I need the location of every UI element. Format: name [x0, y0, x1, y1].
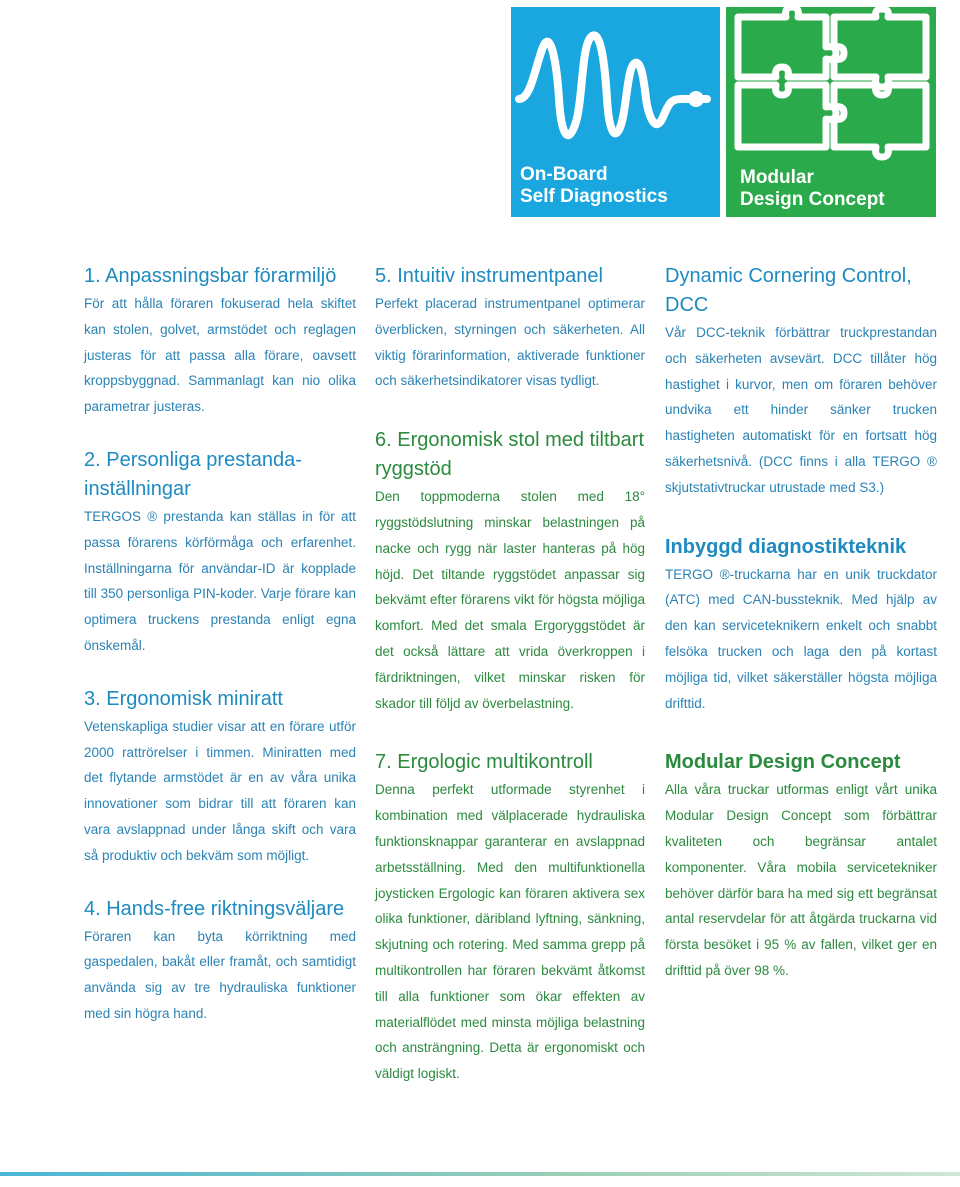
section-2-title: 2. Personliga prestanda-inställningar [84, 448, 302, 500]
column-2 [375, 262, 645, 1087]
column-3 [665, 262, 937, 984]
section-1-body: För att hålla föraren fokuserad hela skiftet kan stolen, golvet, armstödet och reglagen justeras för att passa alla förare, oavsett kroppsbyggnad. Sammanlagt kan nio olika parametrar justeras. [84, 296, 356, 415]
modular-title-line1: Modular [740, 167, 814, 188]
section-4-body: Föraren kan byta körriktning med gaspedalen, bakåt eller framåt, och samtidigt använda sig av tre hydrauliska funktioner med sin högra hand. [84, 928, 356, 1021]
section-7-body: Denna perfekt utformade styrenhet i kombination med välplacerade hydrauliska funktionsknappar garanterar en avslappnad arbetsställning. Med den multifunktionella joysticken Ergologic kan föraren aktivera sex olika funktioner, däribland lyftning, sänkning, skjutning och rotering. Med samma grepp på multikontrollen har föraren bekvämt åtkomst till alla funktioner som ökar effekten av materialflödet med minsta möjliga belastning och ansträngning. Detta är ergonomiskt och väldigt logiskt. [375, 782, 645, 1082]
diagnostics-body: TERGO ®-truckarna har en unik truckdator (ATC) med CAN-bussteknik. Med hjälp av den kan serviceteknikern enkelt och snabbt felsöka trucken och laga den på kortast möjliga tid, vilket säkerställer högsta möjliga drifttid. [665, 566, 937, 711]
section-4-title: 4. Hands-free riktningsväljare [84, 897, 345, 920]
modular-design-title: Modular Design Concept [665, 751, 901, 774]
modular-design-tile [726, 7, 936, 217]
section-5-title: 5. Intuitiv instrumentpanel [375, 265, 603, 287]
section-6-body: Den toppmoderna stolen med 18° ryggstödslutning minskar belastningen på nacke och rygg när laster hanteras på hög höjd. Det tiltande ryggstödet anpassar sig bekvämt efter förarens vikt för högsta möjliga komfort. Med det smala Ergoryggstödet är det också lättare att vrida överkroppen i färdriktningen, vilket minskar risken för skador till följd av överbelastning. [375, 489, 645, 711]
diagnostics-title-line1: On-Board [520, 164, 608, 185]
on-board-diagnostics-tile [511, 7, 720, 217]
column-1 [84, 262, 356, 1027]
bottom-divider [0, 1172, 960, 1176]
section-7-title: 7. Ergologic multikontroll [375, 751, 593, 774]
diagnostics-title: Inbyggd diagnostikteknik [665, 535, 907, 558]
modular-title-line2: Design Concept [740, 189, 885, 210]
dcc-title: Dynamic Cornering Control, DCC [665, 265, 912, 316]
section-3-title: 3. Ergonomisk miniratt [84, 687, 283, 710]
modular-tile-title [740, 167, 885, 211]
section-3-body: Vetenskapliga studier visar att en förare utför 2000 rattrörelser i timmen. Miniratten med det flytande armstödet är en av våra unika innovationer som bidrar till att föraren kan vara avslappnad under långa skift och vara så produktiv och bekväm som möjligt. [84, 718, 356, 863]
section-2-body: TERGOS ® prestanda kan ställas in för att passa förarens körförmåga och erfarenhet. Inställningarna för användar-ID är kopplade till 350 personliga PIN-koder. Varje förare kan optimera truckens prestanda enligt egna önskemål. [84, 508, 356, 653]
section-6-title: 6. Ergonomisk stol med tiltbart ryggstöd [375, 429, 644, 481]
diagnostics-tile-title [520, 164, 668, 208]
dcc-body: Vår DCC-teknik förbättrar truckprestandan och säkerheten avsevärt. DCC tillåter hög hastighet i kurvor, men om föraren behöver undvika ett hinder sänker trucken hastigheten automatiskt för en fortsatt hög säkerhetsnivå. (DCC finns i alla TERGO ® skjutstativtruckar utrustade med S3.) [665, 325, 937, 495]
section-5-body: Perfekt placerad instrumentpanel optimerar överblicken, styrningen och säkerheten. All viktig förarinformation, aktiverade funktioner och säkerhetsindikatorer visas tydligt. [375, 296, 645, 389]
diagnostics-title-line2: Self Diagnostics [520, 186, 668, 207]
section-1-title: 1. Anpassningsbar förarmiljö [84, 265, 337, 287]
modular-design-body: Alla våra truckar utformas enligt vårt unika Modular Design Concept som förbättrar kvaliteten och begränsar antalet komponenter. Våra mobila servicetekniker behöver därför bara ha med sig ett begränsat antal reservdelar för att åtgärda truckarna vid första besöket i 95 % av fallen, vilket ger en drifttid på över 98 %. [665, 782, 937, 978]
